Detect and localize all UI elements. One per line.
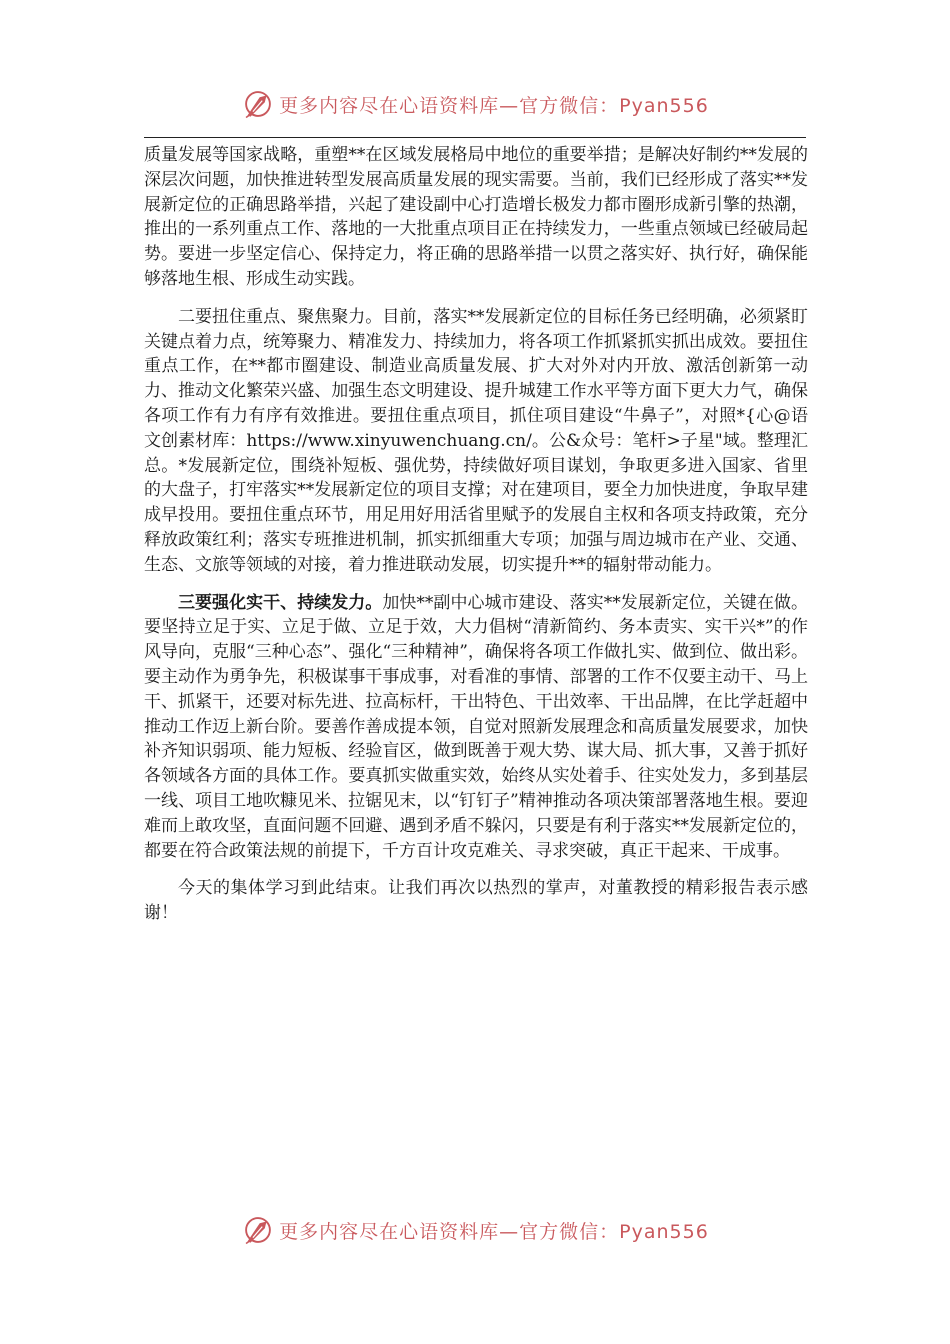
- header-banner-text: 更多内容尽在心语资料库—官方微信：Pyan556: [279, 94, 709, 117]
- header-banner: [0, 84, 950, 124]
- pen-nib-logo-icon: [241, 1213, 275, 1247]
- footer-banner: [0, 1210, 950, 1250]
- paragraph-2: 二要扭住重点、聚焦聚力。目前，落实**发展新定位的目标任务已经明确，必须紧盯关键点着力点，统筹聚力、精准发力、持续加力，将各项工作抓紧抓实抓出成效。要扭住重点工作，在**都市圈建设、制造业高质量发展、扩大对外对内开放、激活创新第一动力、推动文化繁荣兴盛、加强生态文明建设、提升城建工作水平等方面下更大力气，确保各项工作有力有序有效推进。要扭住重点项目，抓住项目建设“牛鼻子”，对照*{心@语文创素材库：https://www.xinyuwenchuang.cn/。公&众号：笔杆>子星"域。整理汇总。*发展新定位，围绕补短板、强优势，持续做好项目谋划，争取更多进入国家、省里的大盘子，打牢落实**发展新定位的项目支撑；对在建项目，要全力加快进度，争取早建成早投用。要扭住重点环节，用足用好用活省里赋予的发展自主权和各项支持政策，充分释放政策红利；落实专班推进机制，抓实抓细重大专项；加强与周边城市在产业、交通、生态、文旅等领域的对接，着力推进联动发展，切实提升**的辐射带动能力。: [144, 306, 808, 575]
- pen-nib-logo-icon: [241, 87, 275, 121]
- footer-banner-text: 更多内容尽在心语资料库—官方微信：Pyan556: [279, 1220, 709, 1243]
- header-divider: [144, 137, 806, 138]
- paragraph-3-lead: 三要强化实干、持续发力。: [178, 592, 383, 613]
- document-body: [144, 143, 808, 939]
- paragraph-1: 质量发展等国家战略，重塑**在区域发展格局中地位的重要举措；是解决好制约**发展的深层次问题，加快推进转型发展高质量发展的现实需要。当前，我们已经形成了落实**发展新定位的正确思路举措，兴起了建设副中心打造增长极发力都市圈形成新引擎的热潮，推出的一系列重点工作、落地的一大批重点项目正在持续发力，一些重点领域已经破局起势。要进一步坚定信心、保持定力，将正确的思路举措一以贯之落实好、执行好，确保能够落地生根、形成生动实践。: [144, 145, 808, 289]
- paragraph-3: [144, 591, 808, 864]
- paragraph-4: 今天的集体学习到此结束。让我们再次以热烈的掌声，对董教授的精彩报告表示感谢！: [144, 878, 808, 924]
- paragraph-3-text: 加快**副中心城市建设、落实**发展新定位，关键在做。要坚持立足于实、立足于做、立足于效，大力倡树“清新简约、务本责实、实干兴*”的作风导向，克服“三种心态”、强化“三种精神”，确保将各项工作做扎实、做到位、做出彩。要主动作为勇争先，积极谋事干事成事，对看准的事情、部署的工作不仅要主动干、马上干、抓紧干，还要对标先进、拉高标杆，干出特色、干出效率、干出品牌，在比学赶超中推动工作迈上新台阶。要善作善成提本领，自觉对照新发展理念和高质量发展要求，加快补齐知识弱项、能力短板、经验盲区，做到既善于观大势、谋大局、抓大事，又善于抓好各领域各方面的具体工作。要真抓实做重实效，始终从实处着手、往实处发力，多到基层一线、项目工地吹糠见米、拉锯见末，以“钉钉子”精神推动各项决策部署落地生根。要迎难而上敢攻坚，直面问题不回避、遇到矛盾不躲闪，只要是有利于落实**发展新定位的，都要在符合政策法规的前提下，千方百计攻克难关、寻求突破，真正干起来、干成事。: [144, 592, 809, 861]
